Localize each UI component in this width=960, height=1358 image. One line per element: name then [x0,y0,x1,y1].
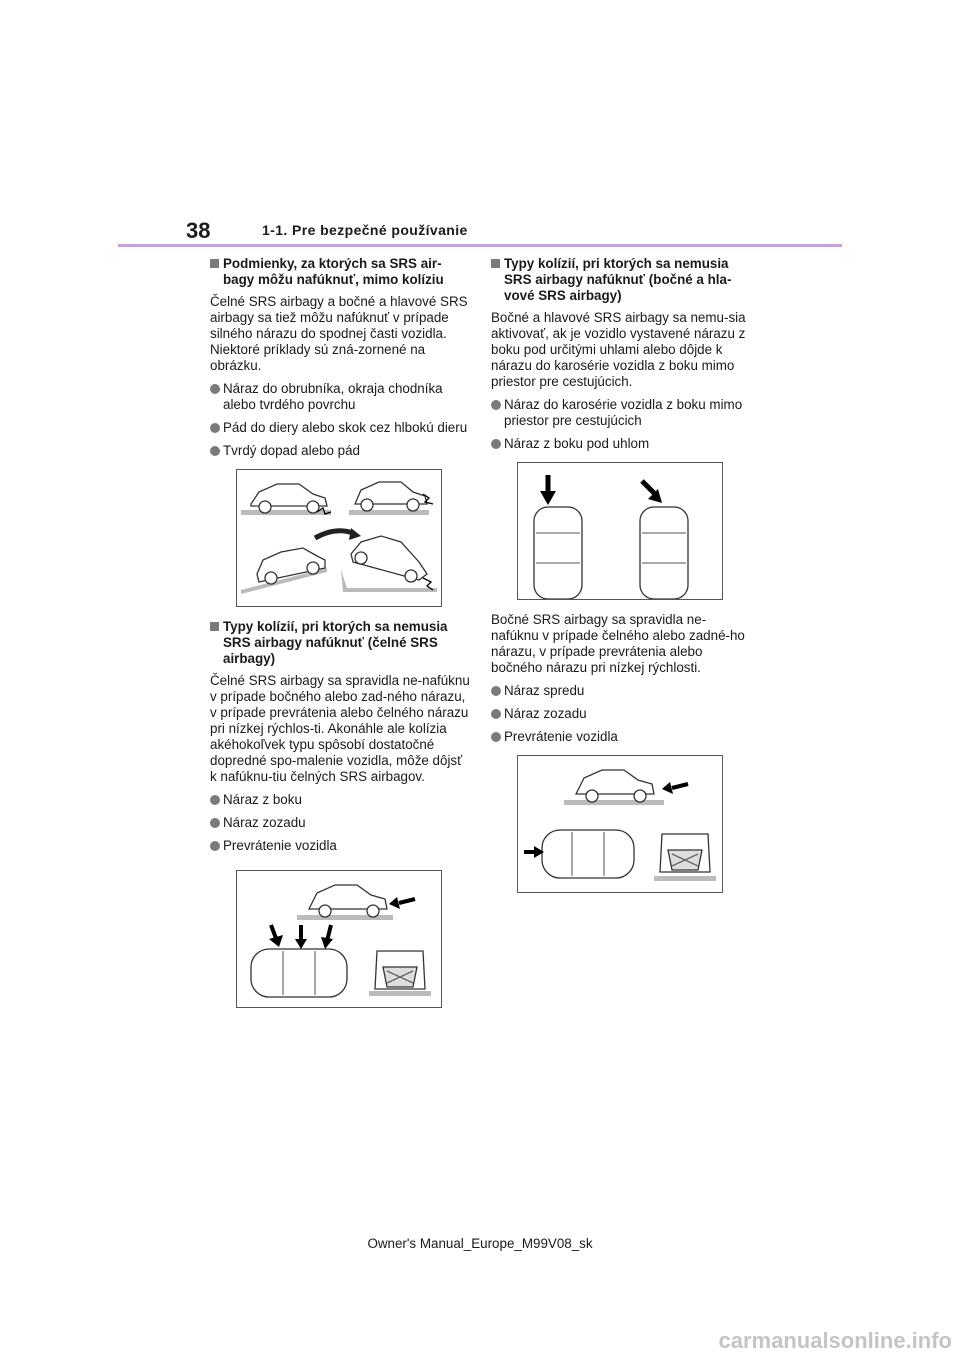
list-item [491,397,753,429]
list-item [210,443,472,459]
round-bullet-icon [491,709,501,719]
list-item [210,815,472,831]
list-item-text: Tvrdý dopad alebo pád [223,443,360,458]
list-item-text: Náraz z boku pod uhlom [504,436,650,451]
round-bullet-icon [210,795,220,805]
side-exception-illustration [518,756,722,892]
list-item [491,706,753,722]
list-item-text: Náraz z boku [223,792,302,807]
list-item-text: Pád do diery alebo skok cez hlbokú dieru [223,420,468,435]
paragraph: Bočné SRS airbagy sa spravidla ne-nafúknu v prípade čelného alebo zadné-ho nárazu, v prípade prevrátenia alebo bočného nárazu pri nízkej rýchlosti. [491,612,745,675]
list-item-text: Náraz zozadu [223,815,306,830]
paragraph: Čelné SRS airbagy sa spravidla ne-nafúknu v prípade bočného alebo zad-ného nárazu, v prípade prevrátenia alebo čelného nárazu pri nízkej rýchlos-ti. Akonáhle ale kolízia akéhokoľvek typu spôsobí dostatočné dopredné spo-malenie vozidla, môže dôjsť k nafúknu-tiu čelných SRS airbagov. [210,673,470,784]
list-item [491,436,753,452]
footer-text: Owner's Manual_Europe_M99V08_sk [367,1236,593,1251]
figure-frontal-exceptions [236,870,442,1008]
round-bullet-icon [210,384,220,394]
page-number: 38 [186,218,211,243]
list-item-text: Náraz zozadu [504,706,587,721]
figure-side-angle-impacts [517,462,723,600]
square-bullet-icon [210,259,219,268]
list-item [210,420,472,436]
side-angle-impact-illustration [518,463,722,599]
list-item [491,729,753,745]
frontal-exception-illustration [237,871,441,1007]
figure-underbody-impacts [236,469,442,607]
watermark: carmanualsonline.info [718,1328,952,1353]
list-item-text: Náraz do karosérie vozidla z boku mimo priestor pre cestujúcich [504,397,743,428]
heading-text: Typy kolízií, pri ktorých sa nemusia SRS airbagy nafúknuť (čelné SRS airbagy) [223,619,448,666]
list-item [491,683,753,699]
list-item-text: Prevrátenie vozidla [223,838,337,853]
underbody-impact-illustration [237,470,441,606]
list-item-text: Prevrátenie vozidla [504,729,618,744]
round-bullet-icon [210,423,220,433]
heading-text: Podmienky, za ktorých sa SRS air-bagy môžu nafúknuť, mimo kolíziu [223,256,444,287]
paragraph: Čelné SRS airbagy a bočné a hlavové SRS airbagy sa tiež môžu nafúknuť v prípade silného nárazu do spodnej časti vozidla. Niektoré príklady sú zná-zornené na obrázku. [210,294,468,373]
round-bullet-icon [491,686,501,696]
list-item-text: Náraz spredu [504,683,585,698]
figure-side-exceptions [517,755,723,893]
round-bullet-icon [491,400,501,410]
round-bullet-icon [210,818,220,828]
heading-text: Typy kolízií, pri ktorých sa nemusia SRS airbagy nafúknuť (bočné a hla-vové SRS airbagy) [504,256,732,303]
heading-side-airbag-exceptions [491,256,753,304]
heading-airbag-conditions [210,256,472,288]
square-bullet-icon [210,622,219,631]
round-bullet-icon [210,841,220,851]
heading-frontal-airbag-exceptions [210,619,472,667]
left-column [210,256,472,1020]
round-bullet-icon [210,446,220,456]
list-item-text: Náraz do obrubníka, okraja chodníka alebo tvrdého povrchu [223,381,443,412]
list-item [210,381,472,413]
section-title: 1-1. Pre bezpečné používanie [262,222,468,238]
square-bullet-icon [491,259,500,268]
list-item [210,792,472,808]
right-column [491,256,753,905]
header-divider [118,244,842,247]
paragraph: Bočné a hlavové SRS airbagy sa nemu-sia aktivovať, ak je vozidlo vystavené nárazu z boku pod určitými uhlami alebo dôjde k nárazu do karosérie vozidla z boku mimo priestor pre cestujúcich. [491,310,746,389]
list-item [210,838,472,854]
round-bullet-icon [491,732,501,742]
round-bullet-icon [491,439,501,449]
